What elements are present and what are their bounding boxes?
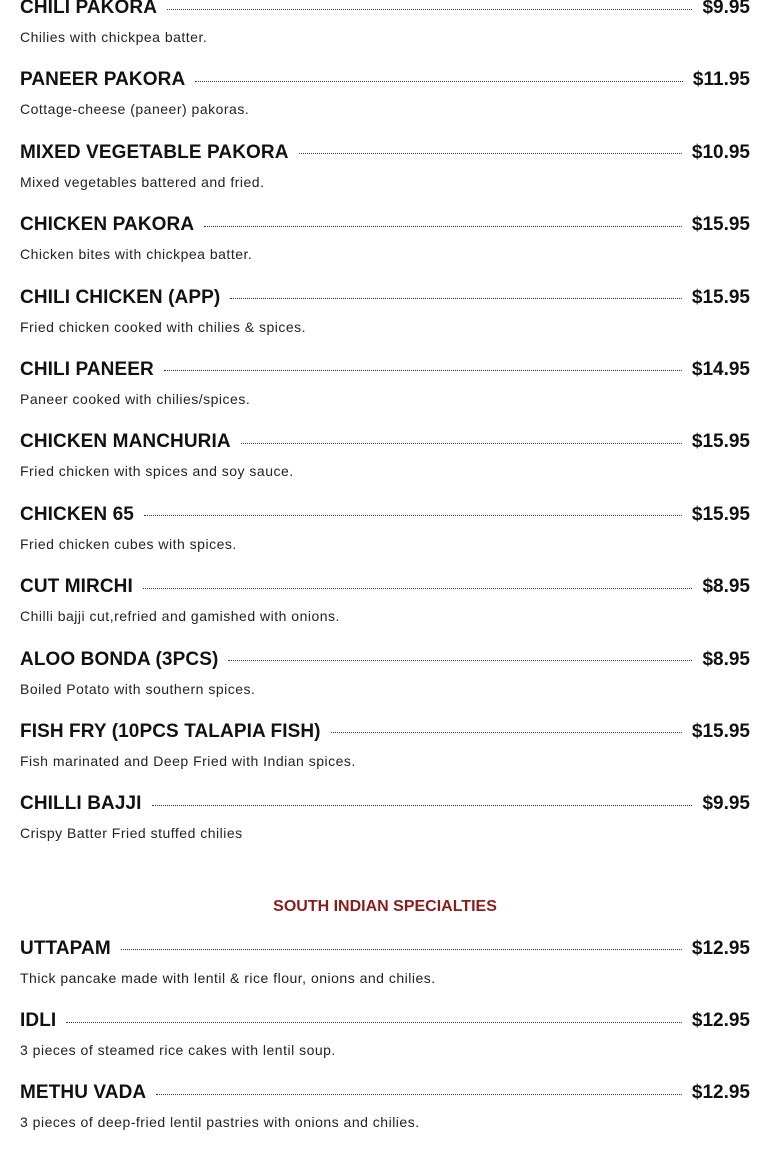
menu-item-price: $8.95 (702, 576, 750, 598)
section-spacer (20, 857, 750, 887)
dotted-leader (204, 226, 682, 227)
menu-item (20, 929, 750, 1001)
menu-item-name: IDLI (20, 1010, 57, 1032)
menu-item-description: Boiled Potato with southern spices. (20, 680, 256, 697)
menu-item-price: $12.95 (691, 1082, 750, 1104)
menu-item-price: $11.95 (692, 69, 750, 91)
menu-item-name: METHU VADA (20, 1082, 147, 1104)
menu-item-header (20, 278, 750, 318)
dotted-leader (228, 660, 692, 661)
dotted-leader (144, 515, 682, 516)
menu (20, 0, 750, 1146)
section-title: SOUTH INDIAN SPECIALTIES (273, 897, 497, 915)
menu-item-header (20, 495, 750, 535)
menu-item (20, 278, 750, 350)
menu-item-header (20, 929, 750, 969)
menu-item (20, 350, 750, 422)
menu-item-description: Fried chicken cubes with spices. (20, 535, 237, 552)
menu-item-description: Fish marinated and Deep Fried with Indian spices. (20, 752, 356, 769)
menu-item (20, 422, 750, 494)
menu-item-header (20, 205, 750, 245)
menu-item-header (20, 567, 750, 607)
dotted-leader (167, 9, 692, 10)
menu-item (20, 1001, 750, 1073)
menu-item-price: $12.95 (691, 937, 750, 959)
dotted-leader (156, 1094, 682, 1095)
dotted-leader (195, 81, 683, 82)
menu-item-description: Mixed vegetables battered and fried. (20, 173, 265, 190)
menu-item-header (20, 1073, 750, 1113)
south-indian-list (20, 929, 750, 1146)
menu-item-name: CHILI PAKORA (20, 0, 158, 18)
dotted-leader (121, 949, 682, 950)
menu-item-description: Crispy Batter Fried stuffed chilies (20, 825, 243, 842)
menu-item-header (20, 60, 750, 100)
menu-item (20, 567, 750, 639)
menu-item-price: $15.95 (691, 720, 750, 742)
menu-item-price: $9.95 (702, 0, 750, 18)
menu-item (20, 60, 750, 132)
menu-item (20, 712, 750, 784)
dotted-leader (152, 805, 693, 806)
dotted-leader (143, 588, 693, 589)
dotted-leader (66, 1022, 682, 1023)
menu-item-header (20, 0, 750, 28)
dotted-leader (331, 732, 682, 733)
menu-item-price: $15.95 (691, 503, 750, 525)
menu-item-name: CHICKEN PAKORA (20, 214, 195, 236)
menu-item-description: Fried chicken with spices and soy sauce. (20, 463, 294, 480)
menu-item-description: Chilies with chickpea batter. (20, 29, 208, 45)
menu-item-name: CHILI CHICKEN (APP) (20, 286, 221, 308)
menu-item-header (20, 712, 750, 752)
menu-item-description: 3 pieces of steamed rice cakes with lentil soup. (20, 1042, 336, 1059)
menu-item-description: 3 pieces of deep-fried lentil pastries with onions and chilies. (20, 1114, 420, 1131)
menu-item-name: UTTAPAM (20, 937, 111, 959)
menu-item-name: CHICKEN MANCHURIA (20, 431, 231, 453)
appetizers-list (20, 0, 750, 857)
menu-item-name: CHILI PANEER (20, 358, 154, 380)
menu-item-description: Paneer cooked with chilies/spices. (20, 390, 251, 407)
menu-item-name: CHICKEN 65 (20, 503, 134, 525)
menu-item-description: Cottage-cheese (paneer) pakoras. (20, 101, 250, 118)
menu-item-header (20, 1001, 750, 1041)
menu-item-description: Fried chicken cooked with chilies & spices. (20, 318, 307, 335)
dotted-leader (241, 443, 682, 444)
menu-item-header (20, 133, 750, 173)
menu-item-price: $14.95 (691, 358, 750, 380)
menu-item-description: Chicken bites with chickpea batter. (20, 246, 253, 263)
menu-item-name: CUT MIRCHI (20, 576, 133, 598)
dotted-leader (299, 153, 682, 154)
menu-item (20, 495, 750, 567)
menu-item-name: PANEER PAKORA (20, 69, 186, 91)
menu-item-price: $15.95 (691, 431, 750, 453)
menu-item-description: Chilli bajji cut,refried and gamished with onions. (20, 608, 340, 625)
menu-item-header (20, 784, 750, 824)
menu-item-header (20, 350, 750, 390)
menu-item (20, 205, 750, 277)
dotted-leader (164, 370, 682, 371)
menu-item (20, 0, 750, 60)
menu-item-price: $15.95 (691, 286, 750, 308)
menu-item-price: $9.95 (702, 793, 750, 815)
menu-item (20, 133, 750, 205)
menu-item-description: Thick pancake made with lentil & rice flour, onions and chilies. (20, 969, 436, 986)
menu-item-name: ALOO BONDA (3PCS) (20, 648, 219, 670)
menu-item (20, 784, 750, 856)
dotted-leader (230, 298, 682, 299)
menu-item (20, 640, 750, 712)
menu-item-price: $8.95 (702, 648, 750, 670)
menu-item-name: FISH FRY (10PCS TALAPIA FISH) (20, 720, 321, 742)
menu-item-header (20, 640, 750, 680)
menu-item-name: MIXED VEGETABLE PAKORA (20, 141, 289, 163)
menu-item-name: CHILLI BAJJI (20, 793, 142, 815)
menu-item (20, 1073, 750, 1145)
menu-item-price: $10.95 (691, 141, 750, 163)
menu-item-price: $12.95 (691, 1010, 750, 1032)
menu-item-header (20, 422, 750, 462)
menu-item-price: $15.95 (691, 214, 750, 236)
